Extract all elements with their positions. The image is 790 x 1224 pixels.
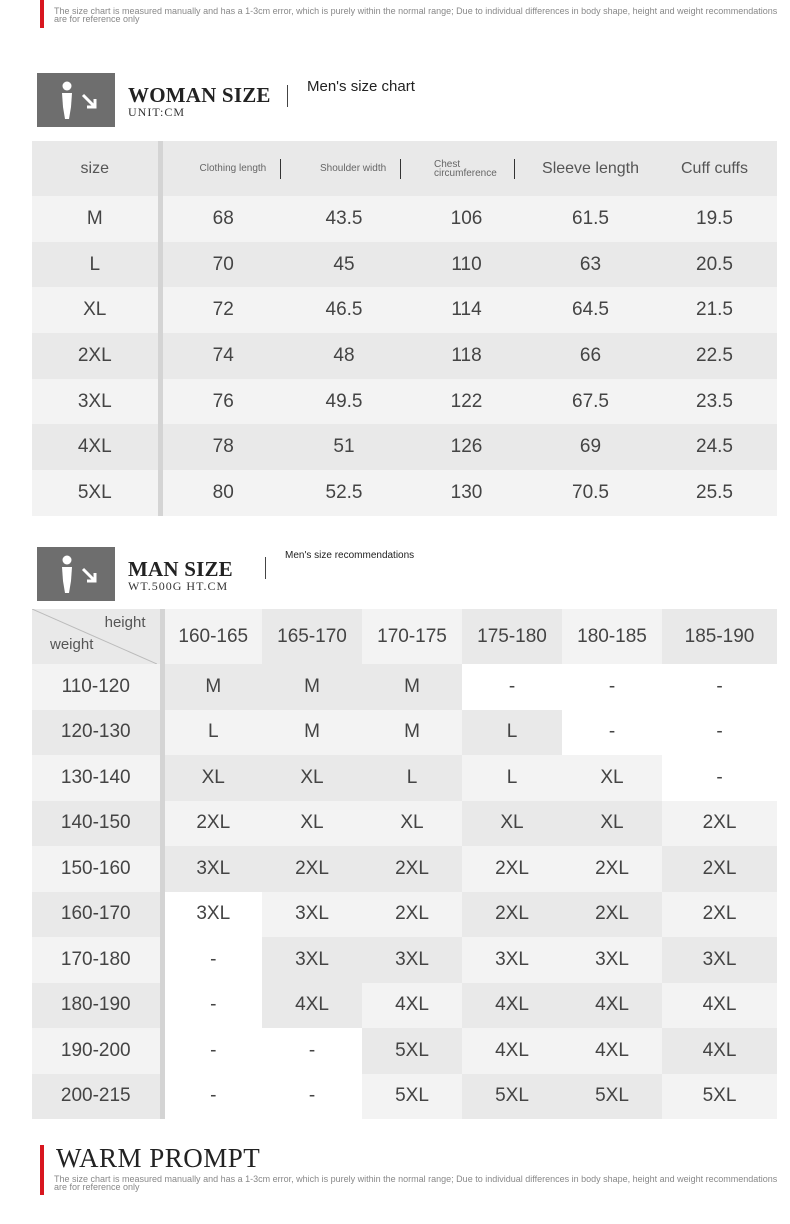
table-row <box>32 379 777 425</box>
corner-height-label: height <box>104 614 146 631</box>
value-cell: 72 <box>212 299 234 321</box>
size-cell: 3XL <box>362 937 462 983</box>
header-sleeve-length: Sleeve length <box>542 159 639 177</box>
size-cell: 5XL <box>562 1074 662 1120</box>
divider <box>287 85 288 107</box>
value-cell: 78 <box>212 436 234 458</box>
size-cell: M <box>262 710 362 756</box>
table-row <box>32 846 777 892</box>
value-cell: 130 <box>450 481 483 503</box>
size-cell: 2XL <box>362 892 462 938</box>
size-cell: 5XL <box>362 1028 462 1074</box>
value-cell: 52.5 <box>325 481 363 503</box>
table-row <box>32 1074 777 1120</box>
size-cell: 2XL <box>462 846 562 892</box>
value-cell: 67.5 <box>572 390 609 412</box>
size-cell: XL <box>162 755 262 801</box>
table-row <box>32 801 777 847</box>
size-cell: 2XL <box>662 801 777 847</box>
size-cell: 4XL <box>462 1028 562 1074</box>
weight-cell: 170-180 <box>32 937 162 983</box>
size-cell: 3XL <box>562 937 662 983</box>
header-shoulder-width: Shoulder width <box>284 141 404 196</box>
size-cell: - <box>162 1028 262 1074</box>
table-row <box>32 424 777 470</box>
height-header: 175-180 <box>462 609 562 664</box>
size-cell: XL <box>32 287 160 333</box>
corner-cell <box>32 609 162 664</box>
size-cell: - <box>162 1074 262 1120</box>
weight-cell: 190-200 <box>32 1028 162 1074</box>
woman-size-title: WOMAN SIZE <box>128 83 271 107</box>
size-cell: 3XL <box>262 892 362 938</box>
person-with-arrow-icon <box>37 73 115 127</box>
size-cell: - <box>462 664 562 710</box>
man-size-subtitle: Men's size recommendations <box>285 550 415 561</box>
size-cell: 5XL <box>662 1074 777 1120</box>
top-note <box>40 0 785 28</box>
size-cell: 4XL <box>262 983 362 1029</box>
weight-cell: 200-215 <box>32 1074 162 1120</box>
size-cell: 4XL <box>662 1028 777 1074</box>
value-cell: 66 <box>579 344 602 366</box>
table-row <box>32 755 777 801</box>
man-size-title: MAN SIZE <box>128 557 233 581</box>
value-cell: 63 <box>579 253 602 275</box>
woman-size-subtitle: Men's size chart <box>307 78 415 95</box>
table-row <box>32 664 777 710</box>
table-row <box>32 892 777 938</box>
size-cell: L <box>462 755 562 801</box>
size-cell: XL <box>262 755 362 801</box>
size-cell: - <box>162 983 262 1029</box>
size-cell: 3XL <box>162 892 262 938</box>
header-clothing-length: Clothing length <box>160 141 284 196</box>
table-row <box>32 470 777 516</box>
size-cell: 3XL <box>32 379 160 425</box>
table-header-row <box>32 609 777 664</box>
size-cell: 5XL <box>32 470 160 516</box>
size-cell: 2XL <box>662 892 777 938</box>
height-header: 185-190 <box>662 609 777 664</box>
size-cell: 4XL <box>462 983 562 1029</box>
size-cell: 4XL <box>32 424 160 470</box>
value-cell: 43.5 <box>325 207 363 229</box>
weight-cell: 130-140 <box>32 755 162 801</box>
value-cell: 48 <box>333 344 355 366</box>
value-cell: 122 <box>450 390 483 412</box>
value-cell: 80 <box>212 481 234 503</box>
accent-bar <box>40 1145 44 1195</box>
man-section-header <box>37 547 777 603</box>
size-cell: XL <box>462 801 562 847</box>
size-cell: 4XL <box>562 1028 662 1074</box>
size-cell: XL <box>362 801 462 847</box>
value-cell: 21.5 <box>696 299 733 321</box>
size-cell: - <box>162 937 262 983</box>
size-cell: 5XL <box>362 1074 462 1120</box>
weight-cell: 180-190 <box>32 983 162 1029</box>
value-cell: 20.5 <box>696 253 733 275</box>
value-cell: 25.5 <box>696 481 733 503</box>
table-row <box>32 1028 777 1074</box>
size-cell: 2XL <box>32 333 160 379</box>
size-cell: 4XL <box>362 983 462 1029</box>
height-header: 160-165 <box>162 609 262 664</box>
woman-size-table <box>32 141 777 516</box>
top-note-text: The size chart is measured manually and has a 1-3cm error, which is purely within the normal range; Due to individual differences in body shape, height and weight recommendations are for reference only <box>54 6 778 24</box>
value-cell: 19.5 <box>696 207 733 229</box>
table-row <box>32 937 777 983</box>
weight-cell: 120-130 <box>32 710 162 756</box>
size-cell: L <box>32 242 160 288</box>
size-cell: - <box>662 710 777 756</box>
value-cell: 45 <box>333 253 355 275</box>
size-cell: - <box>262 1074 362 1120</box>
weight-cell: 140-150 <box>32 801 162 847</box>
header-size: size <box>32 141 160 196</box>
weight-cell: 160-170 <box>32 892 162 938</box>
table-row <box>32 333 777 379</box>
value-cell: 68 <box>212 207 234 229</box>
weight-cell: 110-120 <box>32 664 162 710</box>
table-row <box>32 242 777 288</box>
height-header: 165-170 <box>262 609 362 664</box>
value-cell: 22.5 <box>696 344 733 366</box>
value-cell: 46.5 <box>325 299 363 321</box>
size-cell: L <box>362 755 462 801</box>
header-cuff-cuffs: Cuff cuffs <box>681 159 748 177</box>
size-cell: M <box>362 664 462 710</box>
size-cell: - <box>662 664 777 710</box>
size-cell: 3XL <box>662 937 777 983</box>
divider <box>265 557 266 579</box>
size-cell: XL <box>262 801 362 847</box>
size-cell: 2XL <box>462 892 562 938</box>
size-cell: 2XL <box>362 846 462 892</box>
table-row <box>32 196 777 242</box>
size-cell: M <box>362 710 462 756</box>
value-cell: 70 <box>212 253 234 275</box>
value-cell: 69 <box>579 436 602 458</box>
woman-section-header <box>37 73 777 129</box>
accent-bar <box>40 0 44 28</box>
table-header-row <box>32 141 777 196</box>
size-cell: XL <box>562 755 662 801</box>
header-chest-circumference: Chest circumference <box>404 141 529 196</box>
person-with-arrow-icon <box>37 547 115 601</box>
size-cell: - <box>662 755 777 801</box>
size-cell: - <box>562 710 662 756</box>
height-header: 170-175 <box>362 609 462 664</box>
value-cell: 110 <box>451 253 482 275</box>
size-cell: 2XL <box>262 846 362 892</box>
size-cell: 4XL <box>662 983 777 1029</box>
size-cell: - <box>562 664 662 710</box>
warm-prompt <box>40 1143 785 1203</box>
value-cell: 51 <box>333 436 355 458</box>
size-cell: 5XL <box>462 1074 562 1120</box>
size-cell: 3XL <box>262 937 362 983</box>
size-cell: XL <box>562 801 662 847</box>
value-cell: 23.5 <box>696 390 733 412</box>
size-cell: L <box>162 710 262 756</box>
man-size-unit: WT.500G HT.CM <box>128 579 229 593</box>
size-cell: M <box>162 664 262 710</box>
size-cell: - <box>262 1028 362 1074</box>
warm-prompt-text: The size chart is measured manually and has a 1-3cm error, which is purely within the normal range; Due to individual differences in body shape, height and weight recommendations are for reference only <box>54 1174 778 1192</box>
table-row <box>32 710 777 756</box>
size-cell: M <box>32 196 160 242</box>
size-cell: 2XL <box>162 801 262 847</box>
table-row <box>32 983 777 1029</box>
woman-size-unit: UNIT:CM <box>128 105 186 119</box>
value-cell: 61.5 <box>572 207 609 229</box>
size-cell: 4XL <box>562 983 662 1029</box>
warm-prompt-title: WARM PROMPT <box>56 1143 261 1173</box>
size-cell: 2XL <box>562 892 662 938</box>
weight-cell: 150-160 <box>32 846 162 892</box>
value-cell: 126 <box>450 436 483 458</box>
value-cell: 49.5 <box>325 390 363 412</box>
value-cell: 70.5 <box>572 481 609 503</box>
value-cell: 74 <box>212 344 234 366</box>
size-cell: 2XL <box>562 846 662 892</box>
size-cell: 3XL <box>162 846 262 892</box>
value-cell: 106 <box>450 207 483 229</box>
value-cell: 118 <box>451 344 482 366</box>
value-cell: 114 <box>451 299 482 321</box>
size-cell: L <box>462 710 562 756</box>
size-cell: M <box>262 664 362 710</box>
corner-weight-label: weight <box>50 636 94 653</box>
value-cell: 24.5 <box>696 436 733 458</box>
size-cell: 3XL <box>462 937 562 983</box>
height-header: 180-185 <box>562 609 662 664</box>
man-size-table <box>32 609 780 1119</box>
value-cell: 64.5 <box>572 299 609 321</box>
size-cell: 2XL <box>662 846 777 892</box>
value-cell: 76 <box>212 390 234 412</box>
table-row <box>32 287 777 333</box>
